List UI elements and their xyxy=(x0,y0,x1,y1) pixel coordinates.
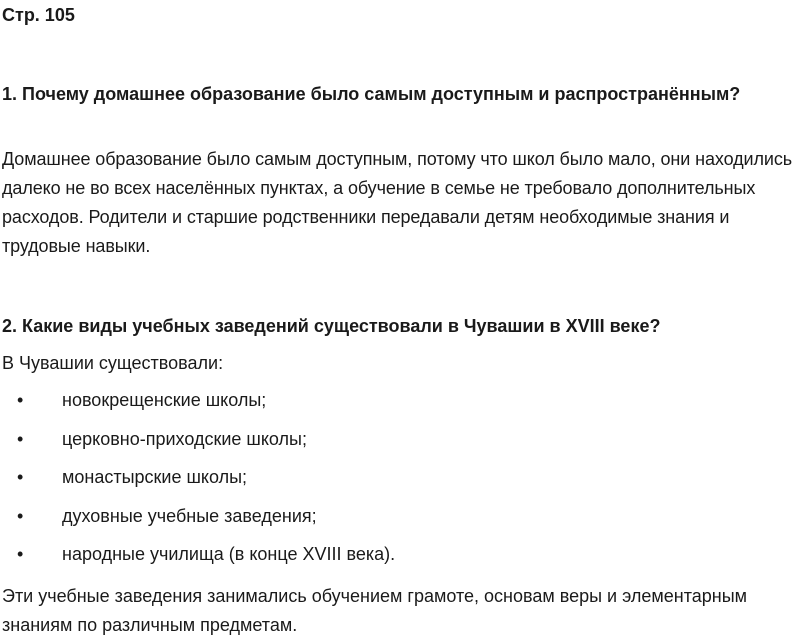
page-reference: Стр. 105 xyxy=(2,5,75,25)
list-item-text: новокрещенские школы; xyxy=(62,390,267,410)
question-2-conclusion: Эти учебные заведения занимались обучением грамоте, основам веры и элементарным знаниям по различным предметам. xyxy=(2,586,748,635)
list-item xyxy=(0,425,790,464)
list-item-text: духовные учебные заведения; xyxy=(62,505,317,526)
list-item xyxy=(0,463,790,502)
question-1-heading: 1. Почему домашнее образование было самым доступным и распространённым? xyxy=(2,84,741,104)
institution-list xyxy=(0,386,790,579)
list-item-text: монастырские школы; xyxy=(62,467,248,487)
bullet-icon: • xyxy=(17,505,24,526)
list-item xyxy=(0,540,790,579)
question-1-answer: Домашнее образование было самым доступным, потому что школ было мало, они находились далеко не во всех населённых пунктах, а обучение в семье не требовало дополнительных расходов. Родители и старшие родственники передавали детям необходимые знания и трудовые навыки. xyxy=(2,149,792,256)
list-item-text: народные училища (в конце XVIII века). xyxy=(62,544,396,564)
list-item-text: церковно-приходские школы; xyxy=(62,428,307,449)
list-item xyxy=(0,502,790,541)
question-2-intro: В Чувашии существовали: xyxy=(2,353,224,373)
bullet-icon: • xyxy=(17,428,24,449)
bullet-icon: • xyxy=(17,390,24,410)
bullet-icon: • xyxy=(17,467,24,487)
bullet-icon: • xyxy=(17,544,24,564)
question-2-heading: 2. Какие виды учебных заведений существовали в Чувашии в XVIII веке? xyxy=(2,316,661,336)
list-item xyxy=(0,386,790,425)
